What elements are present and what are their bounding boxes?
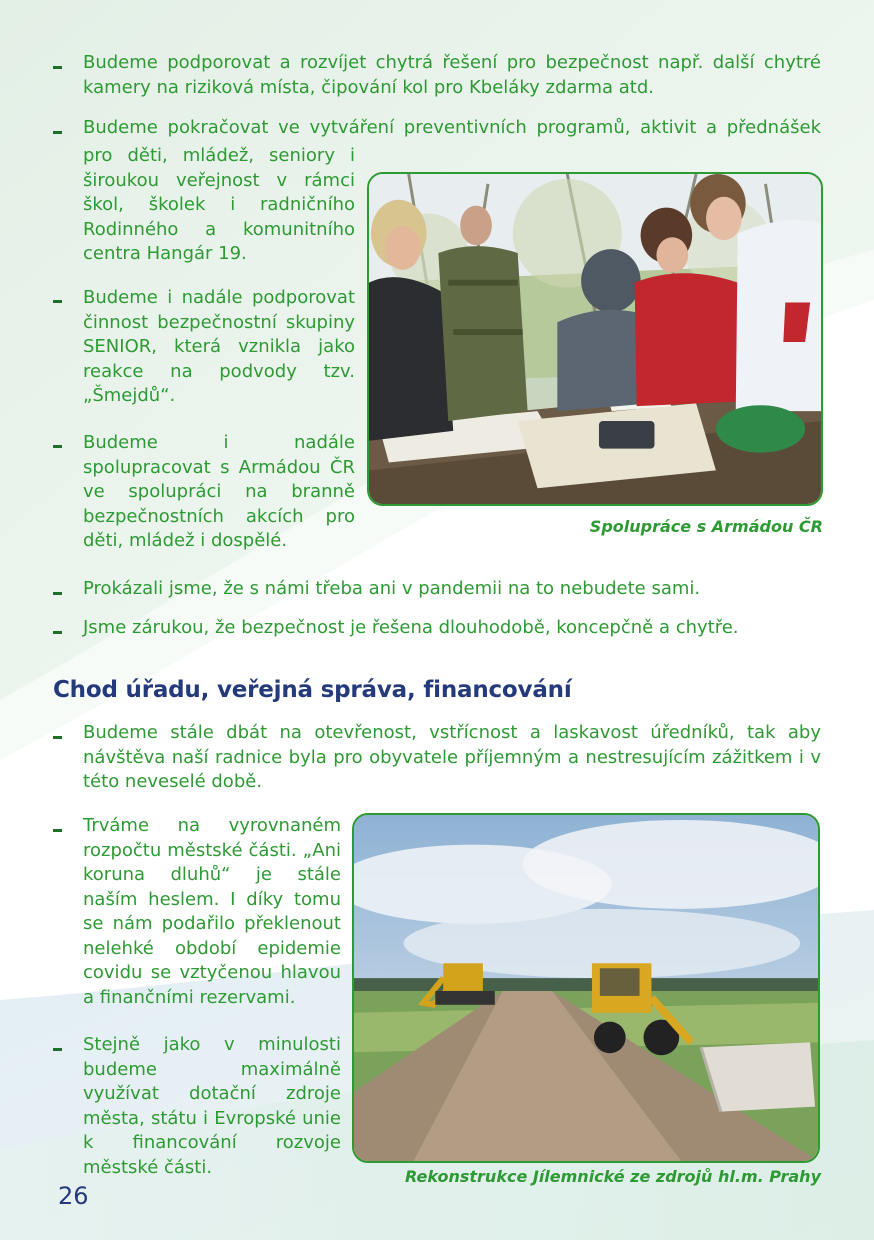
- list-item-text: Budeme i nadále podporovat činnost bezpečnostní skupiny SENIOR, která vznikla jako reakce na podvody tzv. „Šmejdů“.: [83, 287, 355, 406]
- list-item-text: Jsme zárukou, že bezpečnost je řešena dlouhodobě, koncepčně a chytře.: [83, 617, 739, 638]
- bullet-marker: [53, 131, 62, 134]
- bullet-marker: [53, 829, 62, 832]
- photo-caption: Rekonstrukce Jílemnické ze zdrojů hl.m. Prahy: [405, 1167, 821, 1186]
- bullet-marker: [53, 736, 62, 739]
- list-item-text: Stejně jako v minulosti budeme maximálně využívat dotační zdroje města, státu i Evropské unie k financování rozvoje městské části.: [83, 1034, 341, 1178]
- bullet-marker: [53, 445, 62, 448]
- photo-army-cooperation-image: [369, 174, 821, 504]
- page-number: 26: [58, 1182, 89, 1210]
- bullet-marker: [53, 592, 62, 595]
- list-item-text: [83, 116, 821, 141]
- bullet-marker: [53, 300, 62, 303]
- list-item-text: Trváme na vyrovnaném rozpočtu městské části. „Ani koruna dluhů“ je stále naším heslem. I díky tomu se nám podařilo překlenout nelehké období epidemie covidu se vztyčenou hlavou a finančními rezervami.: [83, 815, 341, 1008]
- photo-road-reconstruction-image: [354, 815, 818, 1161]
- list-item-text: Budeme podporovat a rozvíjet chytrá řešení pro bezpečnost např. další chytré kamery na riziková místa, čipování kol pro Kbeláky zdarma atd.: [83, 52, 821, 98]
- list-item-lead-text: Budeme pokračovat ve vytváření preventivních programů, aktivit a přednášek: [83, 117, 821, 138]
- section-heading: Chod úřadu, veřejná správa, financování: [53, 677, 572, 703]
- list-item-text: Prokázali jsme, že s námi třeba ani v pandemii na to nebudete sami.: [83, 578, 701, 599]
- photo-road-reconstruction: [352, 813, 820, 1163]
- list-item-text: Budeme i nadále spolupracovat s Armádou ČR ve spolupráci na branně bezpečnostních akcích pro děti, mládež i dospělé.: [83, 432, 355, 551]
- bullet-marker: [53, 66, 62, 69]
- photo-caption: Spolupráce s Armádou ČR: [589, 517, 823, 536]
- list-item-text-continued: pro děti, mládež, seniory i široukou veřejnost v rámci škol, školek i radničního Rodinného a komunitního centra Hangár 19.: [83, 145, 355, 264]
- bullet-marker: [53, 1048, 62, 1051]
- bullet-marker: [53, 631, 62, 634]
- list-item-text: Budeme stále dbát na otevřenost, vstřícnost a laskavost úředníků, tak aby návštěva naší radnice byla pro obyvatele příjemným a nestresujícím zážitkem i v této neveselé době.: [83, 722, 821, 792]
- photo-army-cooperation: [367, 172, 823, 506]
